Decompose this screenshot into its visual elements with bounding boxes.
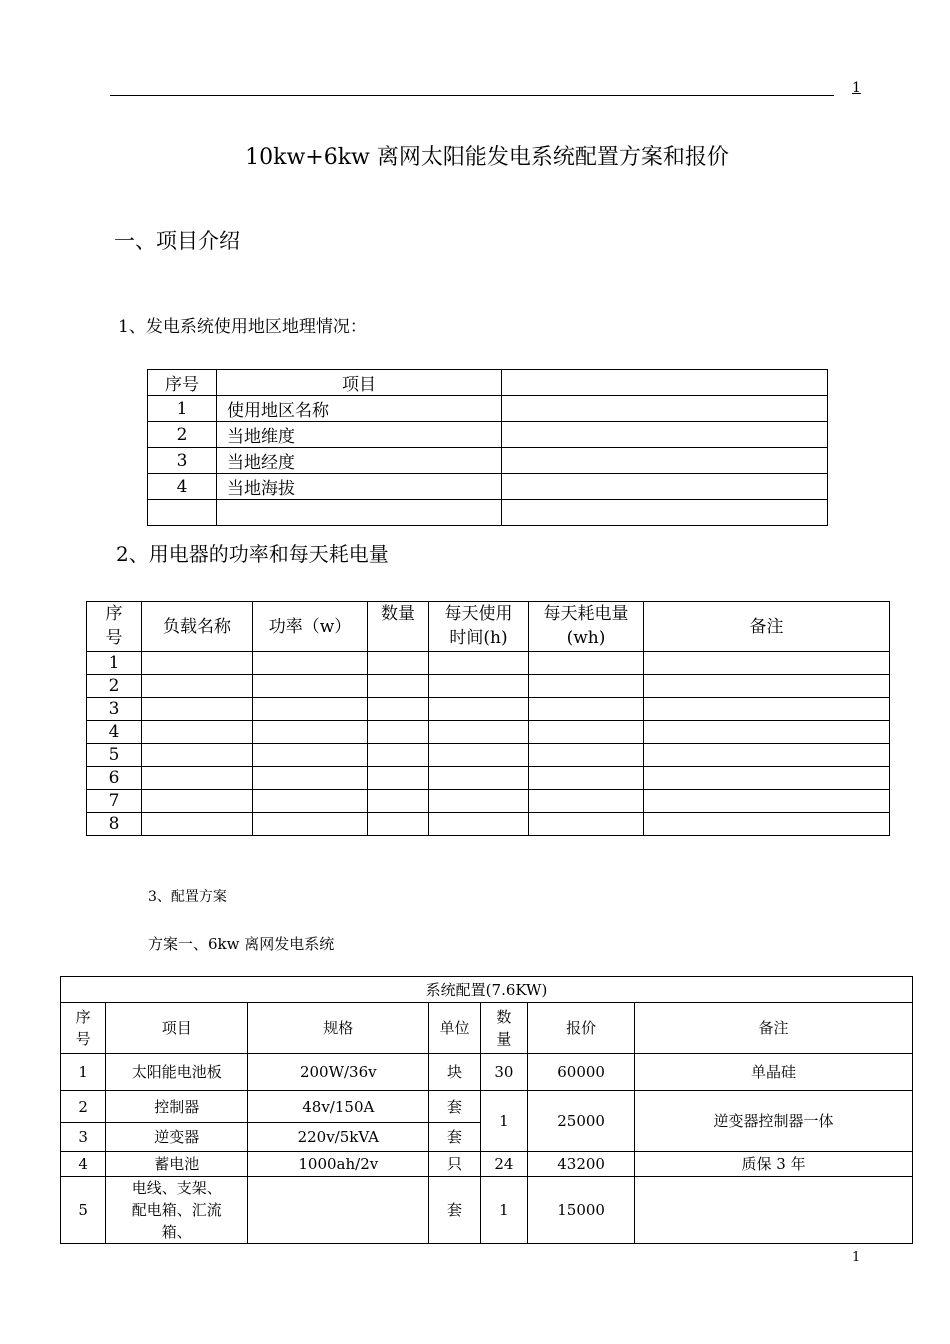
header-cell: 报价 — [528, 1003, 635, 1054]
table-cell: 当地海拔 — [217, 474, 502, 500]
table-cell: 4 — [148, 474, 217, 500]
table-row — [87, 698, 890, 721]
header-cell: 数量 — [368, 602, 429, 652]
table-cell: 套 — [429, 1177, 480, 1244]
header-cell: 项目 — [217, 370, 502, 396]
table-cell — [502, 422, 828, 448]
table-cell: 1 — [87, 652, 142, 675]
table-cell: 1000ah/2v — [248, 1152, 429, 1177]
table-cell: 套 — [429, 1091, 480, 1123]
table-row — [61, 1091, 913, 1123]
header-cell: 备注 — [635, 1003, 913, 1054]
table-cell: 3 — [87, 698, 142, 721]
header-cell: 单位 — [429, 1003, 480, 1054]
table-cell: 1 — [480, 1091, 527, 1152]
table-row — [87, 813, 890, 836]
table-row — [87, 767, 890, 790]
table-cell: 3 — [148, 448, 217, 474]
table-cell: 当地维度 — [217, 422, 502, 448]
document-title: 10kw+6kw 离网太阳能发电系统配置方案和报价 — [245, 145, 729, 170]
header-cell: 序号 — [87, 602, 142, 652]
table-row — [148, 448, 828, 474]
table-cell: 只 — [429, 1152, 480, 1177]
table-cell: 电线、支架、配电箱、汇流箱、 — [106, 1177, 248, 1244]
table-cell: 使用地区名称 — [217, 396, 502, 422]
table-row — [61, 1152, 913, 1177]
table-cell: 200W/36v — [248, 1054, 429, 1091]
table-cell: 块 — [429, 1054, 480, 1091]
table-cell: 1 — [148, 396, 217, 422]
header-cell: 功率（w） — [253, 602, 368, 652]
table-cell: 3 — [61, 1123, 106, 1152]
table-cell: 4 — [87, 721, 142, 744]
header-cell: 序号 — [61, 1003, 106, 1054]
table-cell: 单晶硅 — [635, 1054, 913, 1091]
table-cell — [502, 500, 828, 526]
table-cell: 4 — [61, 1152, 106, 1177]
table-row — [148, 474, 828, 500]
table-cell: 2 — [61, 1091, 106, 1123]
footer-page-number: 1 — [852, 1250, 861, 1265]
subsection-heading-appliances: 2、用电器的功率和每天耗电量 — [116, 542, 389, 566]
table-cell: 套 — [429, 1123, 480, 1152]
table-cell: 1 — [480, 1177, 527, 1244]
table-header-row — [61, 1003, 913, 1054]
table-cell: 太阳能电池板 — [106, 1054, 248, 1091]
table-cell: 2 — [148, 422, 217, 448]
header-cell: 备注 — [644, 602, 890, 652]
table-cell — [248, 1177, 429, 1244]
table-cell: 15000 — [528, 1177, 635, 1244]
system-config-table — [60, 976, 913, 1244]
table-cell: 48v/150A — [248, 1091, 429, 1123]
subsection-heading-configuration: 3、配置方案 — [148, 889, 227, 905]
header-cell — [502, 370, 828, 396]
table-cell: 蓄电池 — [106, 1152, 248, 1177]
header-cell: 每天使用时间(h) — [429, 602, 529, 652]
table-cell: 60000 — [528, 1054, 635, 1091]
table-caption: 系统配置(7.6KW) — [61, 977, 913, 1003]
table-row — [61, 1054, 913, 1091]
table-caption-row — [61, 977, 913, 1003]
header-cell: 每天耗电量(wh) — [529, 602, 644, 652]
table-row — [148, 500, 828, 526]
header-cell: 项目 — [106, 1003, 248, 1054]
header-page-number: 1 — [852, 80, 861, 96]
table-cell: 43200 — [528, 1152, 635, 1177]
table-cell: 当地经度 — [217, 448, 502, 474]
table-cell — [502, 396, 828, 422]
table-cell: 30 — [480, 1054, 527, 1091]
table-cell — [217, 500, 502, 526]
table-cell — [502, 474, 828, 500]
subsection-heading-geography: 1、发电系统使用地区地理情况： — [118, 317, 367, 337]
table-cell: 7 — [87, 790, 142, 813]
table-cell: 5 — [61, 1177, 106, 1244]
table-cell: 24 — [480, 1152, 527, 1177]
table-row — [87, 652, 890, 675]
table-cell — [502, 448, 828, 474]
section-heading-project-intro: 一、项目介绍 — [114, 229, 240, 253]
header-cell: 序号 — [148, 370, 217, 396]
table-cell: 质保 3 年 — [635, 1152, 913, 1177]
header-cell: 规格 — [248, 1003, 429, 1054]
table-row — [87, 675, 890, 698]
table-cell: 2 — [87, 675, 142, 698]
table-row — [87, 790, 890, 813]
table-cell: 逆变器 — [106, 1123, 248, 1152]
geography-table — [147, 369, 828, 526]
appliance-table — [86, 601, 890, 836]
table-row — [87, 744, 890, 767]
table-cell: 8 — [87, 813, 142, 836]
table-cell: 5 — [87, 744, 142, 767]
header-cell: 数量 — [480, 1003, 527, 1054]
header-cell: 负载名称 — [142, 602, 253, 652]
table-cell — [635, 1177, 913, 1244]
table-cell: 控制器 — [106, 1091, 248, 1123]
table-cell: 逆变器控制器一体 — [635, 1091, 913, 1152]
table-cell: 6 — [87, 767, 142, 790]
table-cell: 1 — [61, 1054, 106, 1091]
table-row — [87, 721, 890, 744]
table-row — [61, 1177, 913, 1244]
header-rule — [110, 95, 834, 96]
table-cell: 220v/5kVA — [248, 1123, 429, 1152]
table-row — [148, 422, 828, 448]
plan-heading: 方案一、6kw 离网发电系统 — [148, 935, 335, 953]
table-header-row — [148, 370, 828, 396]
table-row — [148, 396, 828, 422]
table-header-row — [87, 602, 890, 652]
table-cell: 25000 — [528, 1091, 635, 1152]
table-cell — [148, 500, 217, 526]
